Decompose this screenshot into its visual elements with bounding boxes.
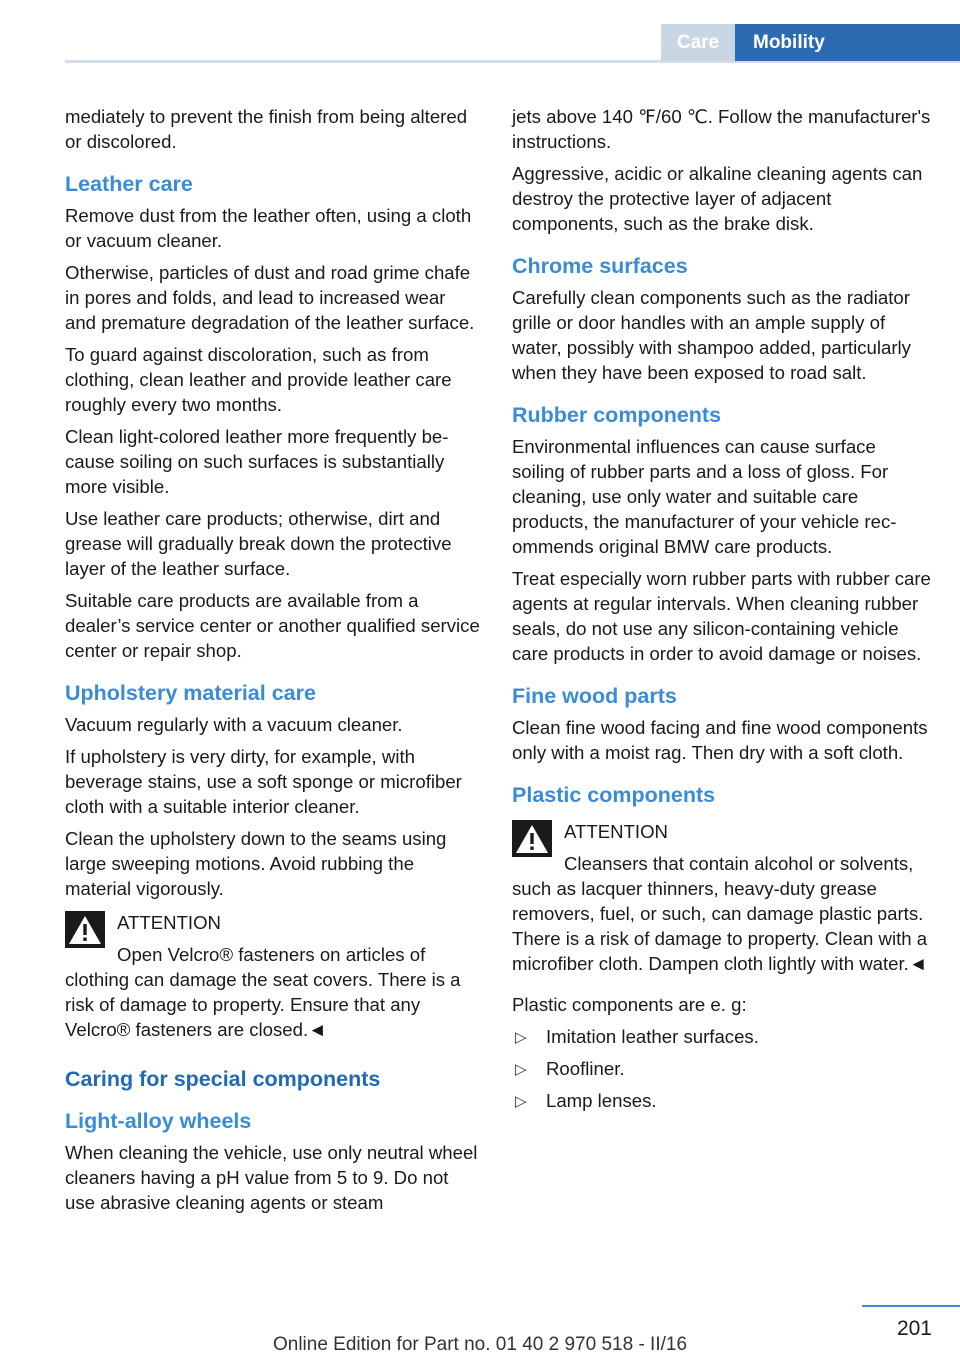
section-heading-plastic: Plastic components — [512, 783, 716, 807]
bullet-list — [512, 1024, 932, 1113]
paragraph: If upholstery is very dirty, for example, with beverage stains, use a soft sponge or microfiber cloth with a suitable interior cleaner. — [65, 746, 462, 817]
section-heading-alloy-wheels: Light-alloy wheels — [65, 1109, 252, 1133]
bullet-triangle-icon: ▷ — [515, 1061, 527, 1078]
attention-text: Open Velcro® fasteners on articles of clothing can damage the seat covers. There is a risk of damage to property. Ensure that any Velcro® fasteners are closed.◄ — [65, 944, 461, 1040]
section-heading-chrome: Chrome surfaces — [512, 254, 688, 278]
paragraph: Suitable care products are available from a dealer’s service center or another qualified service center or repair shop. — [65, 590, 480, 661]
warning-triangle-icon — [65, 911, 105, 948]
section-heading-fine-wood: Fine wood parts — [512, 684, 677, 708]
left-column — [65, 104, 481, 1222]
list-item-text: Roofliner. — [546, 1058, 625, 1079]
paragraph: Clean the upholstery down to the seams using large sweeping motions. Avoid rubbing the material vigorously. — [65, 828, 447, 899]
paragraph: Plastic components are e. g: — [512, 994, 747, 1015]
paragraph: Remove dust from the leather often, using a cloth or vacuum cleaner. — [65, 205, 472, 251]
list-item — [512, 1024, 932, 1049]
attention-notice — [65, 910, 481, 1042]
attention-notice — [512, 819, 932, 976]
tab-mobility[interactable]: Mobility — [735, 24, 960, 61]
tab-care[interactable]: Care — [661, 24, 735, 61]
attention-title: ATTENTION — [564, 821, 668, 842]
right-column — [512, 104, 932, 1120]
paragraph: Aggressive, acidic or alkaline cleaning agents can destroy the protective layer of adjacent components, such as the brake disk. — [512, 163, 923, 234]
paragraph: jets above 140 ℉/60 ℃. Follow the manufacturer's instructions. — [512, 106, 931, 152]
list-item-text: Imitation leather surfaces. — [546, 1026, 759, 1047]
warning-triangle-icon — [512, 820, 552, 857]
paragraph: Clean light-colored leather more frequently because soiling on such surfaces is substantially more visible. — [65, 426, 449, 497]
paragraph: Carefully clean components such as the radiator grille or door handles with an ample supply of water, possibly with shampoo added, particularly when they have been exposed to road salt. — [512, 287, 911, 383]
edition-text: Online Edition for Part no. 01 40 2 970 518 - II/16 — [272, 1334, 688, 1355]
list-item — [512, 1056, 932, 1081]
paragraph: Environmental influences can cause surface soiling of rubber parts and a loss of gloss. For cleaning, use only water and suitable care products, the manufacturer of your vehicle recommends original BMW care products. — [512, 436, 897, 557]
paragraph: Clean fine wood facing and fine wood components only with a moist rag. Then dry with a soft cloth. — [512, 717, 928, 763]
paragraph: When cleaning the vehicle, use only neutral wheel cleaners having a pH value from 5 to 9. Do not use abrasive cleaning agents or steam — [65, 1142, 478, 1213]
list-item-text: Lamp lenses. — [546, 1090, 657, 1111]
list-item — [512, 1088, 932, 1113]
footer-edition — [0, 1334, 960, 1356]
attention-text: Cleansers that contain alcohol or solvents, such as lacquer thinners, heavy-duty grease removers, fuel, or such, can damage plastic parts. There is a risk of damage to property. Clean with a microfiber cloth. Dampen cloth lightly with water.◄ — [512, 853, 928, 974]
chapter-heading-special-components: Caring for special components — [65, 1067, 381, 1091]
paragraph: Otherwise, particles of dust and road grime chafe in pores and folds, and lead to increased wear and premature degradation of the leather surface. — [65, 262, 475, 333]
bullet-triangle-icon: ▷ — [515, 1093, 527, 1110]
paragraph: Vacuum regularly with a vacuum cleaner. — [65, 714, 403, 735]
bullet-triangle-icon: ▷ — [515, 1029, 527, 1046]
section-heading-leather: Leather care — [65, 172, 193, 196]
attention-title: ATTENTION — [117, 912, 221, 933]
paragraph: mediately to prevent the finish from being altered or discolored. — [65, 106, 468, 152]
paragraph: Treat especially worn rubber parts with rubber care agents at regular intervals. When cleaning rubber seals, do not use any silicon-containing vehicle care products in order to avoid damage or noises. — [512, 568, 931, 664]
paragraph: To guard against discoloration, such as from clothing, clean leather and provide leather care roughly every two months. — [65, 344, 452, 415]
section-heading-rubber: Rubber components — [512, 403, 722, 427]
paragraph: Use leather care products; otherwise, dirt and grease will gradually break down the protective layer of the leather surface. — [65, 508, 452, 579]
page-number: 201 — [896, 1317, 932, 1340]
page-number-rule — [862, 1305, 960, 1307]
section-heading-upholstery: Upholstery material care — [65, 681, 316, 705]
